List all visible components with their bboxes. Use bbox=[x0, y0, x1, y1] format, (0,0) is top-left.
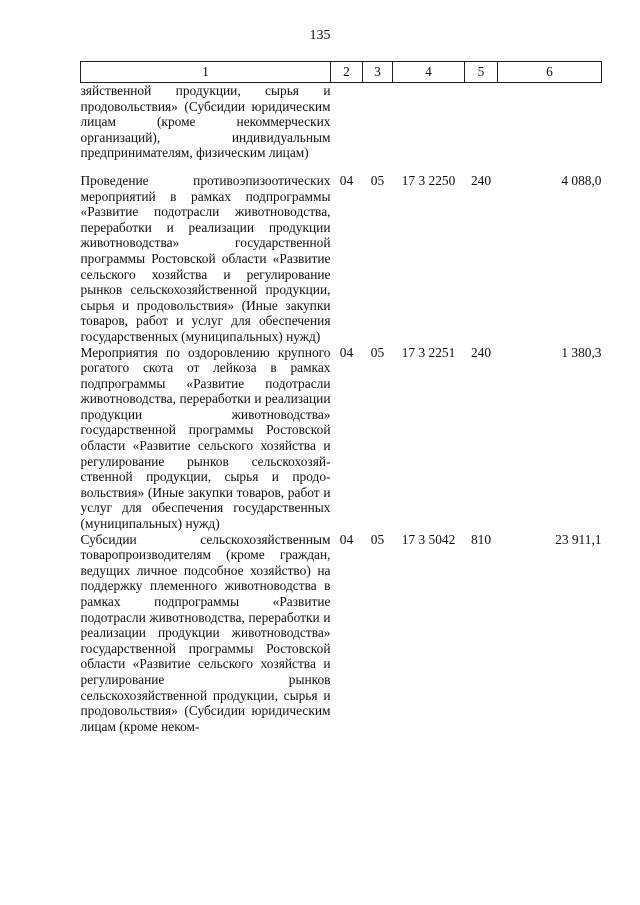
row-expense-type: 810 bbox=[470, 531, 492, 547]
column-header-4: 4 bbox=[393, 62, 465, 83]
row-target-article: 17 3 2251 bbox=[401, 344, 456, 360]
row-description: Проведение противоэпизоотических мероприятий в рамках подпрограммы «Развитие подотрасли животноводства, переработки и реализации продукции животноводства» государственной программы Ростовской области «Развитие сельского хозяйства и регулирование рынков сельскохозяйственной продукции, сырья и продовольствия» (Иные закупки товаров, работ и услуг для обеспечения государственных (муниципальных) нужд) bbox=[80, 172, 331, 344]
row-expense-type: 240 bbox=[470, 344, 492, 360]
row-section: 04 bbox=[339, 344, 354, 360]
row-subsection bbox=[363, 83, 393, 173]
row-description: зяйственной продукции, сырья и продовольствия» (Субсидии юридическим лицам (кроме некоммерческих организаций), индивидуальным предпринимателям, физическим лицам) bbox=[80, 83, 331, 161]
column-header-1: 1 bbox=[81, 62, 331, 83]
row-subsection: 05 bbox=[370, 531, 385, 547]
table-row bbox=[81, 532, 602, 735]
row-subsection: 05 bbox=[370, 172, 385, 188]
column-header-5: 5 bbox=[465, 62, 498, 83]
row-section: 04 bbox=[339, 531, 354, 547]
row-target-article: 17 3 5042 bbox=[401, 531, 456, 547]
row-target-article: 17 3 2250 bbox=[401, 172, 456, 188]
column-header-6: 6 bbox=[498, 62, 602, 83]
table-row bbox=[81, 345, 602, 532]
row-amount: 1 380,3 bbox=[561, 344, 602, 360]
column-header-2: 2 bbox=[331, 62, 363, 83]
table-row bbox=[81, 83, 602, 173]
table-row bbox=[81, 173, 602, 345]
row-description: Мероприятия по оздоровлению крупного рогатого скота от лейкоза в рамках подпрограммы «Развитие подотрасли животноводства, переработки и реализации продукции животноводства» государственной программы Ростовской области «Развитие сельского хозяйства и регулирование рынков сельскохозяйственной продукции, сырья и продовольствия» (Иные закупки товаров, работ и услуг для обеспечения государственных (муниципальных) нужд) bbox=[80, 344, 331, 532]
row-expense-type: 240 bbox=[470, 172, 492, 188]
row-amount: 4 088,0 bbox=[561, 172, 602, 188]
budget-table bbox=[80, 61, 602, 734]
row-description: Субсидии сельскохозяйственным товаропроизводителям (кроме граждан, ведущих личное подсобное хозяйство) на поддержку племенного животноводства в рамках подпрограммы «Развитие подотрасли животноводства, переработки и реализации продукции животноводства» государственной программы Ростовской области «Развитие сельского хозяйства и регулирование рынков сельскохозяйственной продукции, сырья и продовольствия» (Субсидии юридическим лицам (кроме неком- bbox=[80, 531, 331, 734]
page-number: 135 bbox=[309, 28, 331, 43]
row-amount bbox=[498, 83, 602, 173]
row-subsection: 05 bbox=[370, 344, 385, 360]
row-section bbox=[331, 83, 363, 173]
row-target-article bbox=[393, 83, 465, 173]
table-header-row bbox=[81, 62, 602, 83]
row-expense-type bbox=[465, 83, 498, 173]
row-amount: 23 911,1 bbox=[555, 531, 602, 547]
column-header-3: 3 bbox=[363, 62, 393, 83]
row-section: 04 bbox=[339, 172, 354, 188]
